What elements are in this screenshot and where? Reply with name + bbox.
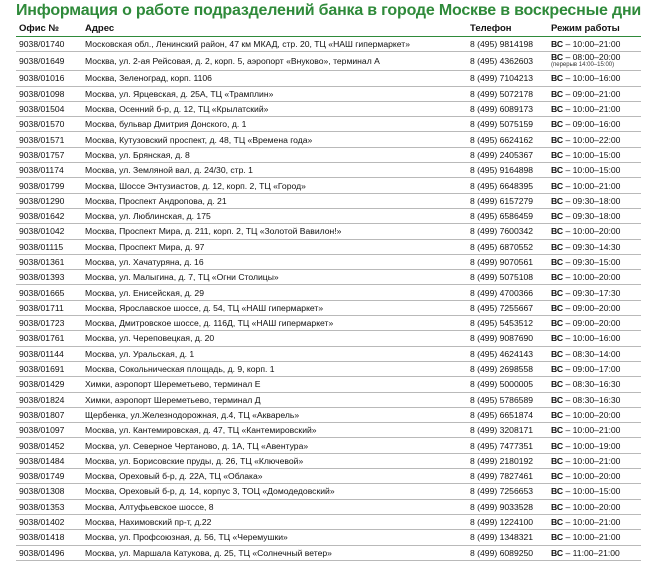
schedule-hours: – 10:00–15:00: [563, 149, 621, 160]
table-row: [16, 86, 641, 101]
office-address: Москва, ул. Малыгина, д. 7, ТЦ «Огни Столицы»: [82, 270, 467, 285]
schedule-day: ВС: [551, 73, 564, 84]
office-number: 9038/01452: [16, 438, 82, 453]
schedule-day: ВС: [551, 302, 564, 313]
schedule-day: ВС: [551, 517, 564, 528]
office-address: Москва, ул. Уральская, д. 1: [82, 346, 467, 361]
schedule-hours: – 09:00–16:00: [563, 119, 621, 130]
office-phone: 8 (495) 4624143: [467, 346, 548, 361]
table-row: [16, 224, 641, 239]
office-phone: 8 (499) 7256653: [467, 484, 548, 499]
table-row: [16, 208, 641, 223]
office-phone: 8 (499) 7827461: [467, 469, 548, 484]
office-number: 9038/01353: [16, 499, 82, 514]
table-row: [16, 407, 641, 422]
office-number: 9038/01649: [16, 52, 82, 71]
table-row: [16, 453, 641, 468]
office-address: Москва, ул. Енисейская, д. 29: [82, 285, 467, 300]
office-phone: 8 (499) 6157279: [467, 193, 548, 208]
office-phone: 8 (499) 4700366: [467, 285, 548, 300]
schedule-hours: – 10:00–21:00: [563, 425, 621, 436]
table-row: [16, 147, 641, 162]
schedule-day: ВС: [551, 333, 564, 344]
table-row: [16, 469, 641, 484]
schedule-hours: – 11:00–21:00: [563, 547, 620, 558]
schedule-day: ВС: [551, 195, 564, 206]
office-schedule: [548, 346, 641, 361]
office-phone: 8 (499) 9087690: [467, 331, 548, 346]
schedule-hours: – 09:30–18:00: [563, 211, 621, 222]
office-number: 9038/01308: [16, 484, 82, 499]
office-number: 9038/01570: [16, 117, 82, 132]
schedule-day: ВС: [551, 471, 564, 482]
office-number: 9038/01484: [16, 453, 82, 468]
office-phone: 8 (499) 3208171: [467, 423, 548, 438]
office-phone: 8 (495) 9814198: [467, 37, 548, 52]
schedule-hours: – 10:00–21:00: [563, 39, 621, 50]
office-schedule: [548, 499, 641, 514]
table-row: [16, 438, 641, 453]
table-row: [16, 392, 641, 407]
office-address: Москва, Дмитровское шоссе, д. 116Д, ТЦ «НАШ гипермаркет»: [82, 316, 467, 331]
office-number: 9038/01504: [16, 101, 82, 116]
office-phone: 8 (499) 6089173: [467, 101, 548, 116]
schedule-hours: – 08:30–16:30: [563, 379, 621, 390]
schedule-hours: – 10:00–16:00: [563, 333, 621, 344]
office-schedule: [548, 239, 641, 254]
office-phone: 8 (499) 2180192: [467, 453, 548, 468]
office-schedule: [548, 224, 641, 239]
table-row: [16, 346, 641, 361]
office-schedule: [548, 300, 641, 315]
office-address: Москва, Проспект Мира, д. 211, корп. 2, ТЦ «Золотой Вавилон!»: [82, 224, 467, 239]
office-schedule: [548, 147, 641, 162]
schedule-day: ВС: [551, 409, 564, 420]
office-phone: 8 (499) 5075159: [467, 117, 548, 132]
office-number: 9038/01824: [16, 392, 82, 407]
office-phone: 8 (495) 7255667: [467, 300, 548, 315]
office-address: Москва, Нахимовский пр-т, д.22: [82, 514, 467, 529]
office-address: Москва, ул. Хачатуряна, д. 16: [82, 254, 467, 269]
table-row: [16, 37, 641, 52]
office-address: Москва, Ярославское шоссе, д. 54, ТЦ «НАШ гипермаркет»: [82, 300, 467, 315]
table-row: [16, 254, 641, 269]
schedule-hours: – 10:00–19:00: [563, 440, 621, 451]
office-schedule: [548, 208, 641, 223]
office-schedule: [548, 453, 641, 468]
office-number: 9038/01642: [16, 208, 82, 223]
office-phone: 8 (495) 6586459: [467, 208, 548, 223]
schedule-day: ВС: [551, 287, 564, 298]
office-schedule: [548, 514, 641, 529]
schedule-hours: – 09:00–17:00: [563, 364, 621, 375]
schedule-day: ВС: [551, 104, 564, 115]
table-body: [16, 37, 641, 561]
schedule-day: ВС: [551, 364, 564, 375]
office-address: Москва, Проспект Мира, д. 97: [82, 239, 467, 254]
office-phone: 8 (499) 9033528: [467, 499, 548, 514]
schedule-day: ВС: [551, 532, 564, 543]
schedule-hours: – 10:00–20:00: [563, 272, 621, 283]
office-schedule: [548, 178, 641, 193]
schedule-day: ВС: [551, 211, 564, 222]
office-phone: 8 (495) 6870552: [467, 239, 548, 254]
table-row: [16, 52, 641, 71]
office-schedule: [548, 117, 641, 132]
schedule-day: ВС: [551, 379, 564, 390]
office-number: 9038/01799: [16, 178, 82, 193]
schedule-hours: – 09:30–18:00: [563, 195, 621, 206]
office-address: Московская обл., Ленинский район, 47 км МКАД, стр. 20, ТЦ «НАШ гипермаркет»: [82, 37, 467, 52]
schedule-day: ВС: [551, 241, 564, 252]
office-number: 9038/01571: [16, 132, 82, 147]
schedule-day: ВС: [551, 165, 564, 176]
table-row: [16, 193, 641, 208]
office-schedule: [548, 285, 641, 300]
office-address: Москва, Алтуфьевское шоссе, 8: [82, 499, 467, 514]
table-row: [16, 117, 641, 132]
office-address: Москва, ул. Борисовские пруды, д. 26, ТЦ «Ключевой»: [82, 453, 467, 468]
schedule-hours: – 09:00–20:00: [563, 318, 621, 329]
office-schedule: [548, 163, 641, 178]
schedule-break-note: (перерыв 14:00–15:00): [551, 62, 615, 69]
schedule-hours: – 09:30–17:30: [563, 287, 621, 298]
office-number: 9038/01418: [16, 530, 82, 545]
schedule-hours: – 10:00–21:00: [563, 532, 621, 543]
office-address: Химки, аэропорт Шереметьево, терминал Д: [82, 392, 467, 407]
schedule-day: ВС: [551, 226, 564, 237]
schedule-hours: – 10:00–22:00: [563, 134, 621, 145]
table-row: [16, 545, 641, 560]
schedule-hours: – 10:00–15:00: [563, 486, 621, 497]
office-phone: 8 (499) 9070561: [467, 254, 548, 269]
office-schedule: [548, 331, 641, 346]
office-number: 9038/01723: [16, 316, 82, 331]
office-phone: 8 (495) 6651874: [467, 407, 548, 422]
office-address: Москва, бульвар Дмитрия Донского, д. 1: [82, 117, 467, 132]
office-phone: 8 (499) 2698558: [467, 361, 548, 376]
schedule-hours: – 10:00–20:00: [563, 471, 621, 482]
schedule-day: ВС: [551, 180, 564, 191]
column-header-office: Офис №: [16, 21, 82, 37]
schedule-hours: – 09:00–21:00: [563, 88, 621, 99]
table-row: [16, 71, 641, 86]
table-row: [16, 377, 641, 392]
schedule-hours: – 09:30–15:00: [563, 257, 621, 267]
schedule-day: ВС: [551, 425, 564, 436]
office-schedule: [548, 377, 641, 392]
schedule-hours: – 10:00–16:00: [563, 73, 621, 84]
office-number: 9038/01393: [16, 270, 82, 285]
office-address: Москва, ул. Маршала Катукова, д. 25, ТЦ «Солнечный ветер»: [82, 545, 467, 560]
office-schedule: [548, 52, 641, 71]
office-number: 9038/01740: [16, 37, 82, 52]
office-schedule: [548, 545, 641, 560]
office-phone: 8 (499) 1348321: [467, 530, 548, 545]
office-phone: 8 (499) 2405367: [467, 147, 548, 162]
schedule-day: ВС: [551, 486, 564, 497]
offices-table: [16, 21, 641, 561]
schedule-day: ВС: [551, 318, 564, 329]
office-number: 9038/01144: [16, 346, 82, 361]
office-address: Москва, ул. 2-ая Рейсовая, д. 2, корп. 5, аэропорт «Внуково», терминал А: [82, 52, 467, 71]
office-number: 9038/01691: [16, 361, 82, 376]
table-row: [16, 285, 641, 300]
office-schedule: [548, 193, 641, 208]
office-schedule: [548, 469, 641, 484]
schedule-day: ВС: [551, 272, 564, 283]
office-schedule: [548, 254, 641, 269]
office-number: 9038/01097: [16, 423, 82, 438]
schedule-day: ВС: [551, 257, 564, 267]
table-row: [16, 163, 641, 178]
office-address: Щербенка, ул.Железнодорожная, д.4, ТЦ «Акварель»: [82, 407, 467, 422]
office-address: Москва, Зеленоград, корп. 1106: [82, 71, 467, 86]
schedule-hours: – 09:00–20:00: [563, 302, 621, 313]
schedule-day: ВС: [551, 39, 564, 50]
office-number: 9038/01042: [16, 224, 82, 239]
office-number: 9038/01749: [16, 469, 82, 484]
schedule-hours: – 08:00–20:00: [563, 52, 621, 63]
schedule-hours: – 09:30–14:30: [563, 241, 621, 252]
schedule-day: ВС: [551, 52, 564, 63]
table-row: [16, 423, 641, 438]
office-number: 9038/01115: [16, 239, 82, 254]
office-schedule: [548, 101, 641, 116]
schedule-hours: – 10:00–20:00: [563, 409, 621, 420]
office-phone: 8 (495) 5786589: [467, 392, 548, 407]
table-row: [16, 484, 641, 499]
table-row: [16, 514, 641, 529]
schedule-hours: – 08:30–14:00: [563, 348, 621, 359]
schedule-hours: – 10:00–21:00: [563, 180, 621, 191]
schedule-day: ВС: [551, 88, 564, 99]
office-address: Москва, Кутузовский проспект, д. 48, ТЦ «Времена года»: [82, 132, 467, 147]
office-phone: 8 (495) 6624162: [467, 132, 548, 147]
office-address: Москва, Шоссе Энтузиастов, д. 12, корп. 2, ТЦ «Город»: [82, 178, 467, 193]
office-number: 9038/01429: [16, 377, 82, 392]
office-address: Москва, Проспект Андропова, д. 21: [82, 193, 467, 208]
table-row: [16, 101, 641, 116]
office-number: 9038/01361: [16, 254, 82, 269]
office-phone: 8 (499) 1224100: [467, 514, 548, 529]
office-schedule: [548, 438, 641, 453]
office-number: 9038/01496: [16, 545, 82, 560]
office-schedule: [548, 484, 641, 499]
office-phone: 8 (499) 7600342: [467, 224, 548, 239]
schedule-hours: – 10:00–15:00: [563, 165, 621, 176]
office-address: Москва, ул. Череповецкая, д. 20: [82, 331, 467, 346]
office-address: Москва, ул. Земляной вал, д. 24/30, стр. 1: [82, 163, 467, 178]
office-phone: 8 (499) 7104213: [467, 71, 548, 86]
office-phone: 8 (499) 5075108: [467, 270, 548, 285]
schedule-day: ВС: [551, 547, 564, 558]
schedule-day: ВС: [551, 149, 564, 160]
table-row: [16, 331, 641, 346]
schedule-hours: – 10:00–21:00: [563, 517, 621, 528]
schedule-hours: – 10:00–20:00: [563, 501, 621, 512]
office-schedule: [548, 132, 641, 147]
table-row: [16, 270, 641, 285]
table-row: [16, 530, 641, 545]
office-address: Москва, ул. Профсоюзная, д. 56, ТЦ «Черемушки»: [82, 530, 467, 545]
office-number: 9038/01761: [16, 331, 82, 346]
schedule-day: ВС: [551, 134, 564, 145]
office-schedule: [548, 407, 641, 422]
office-number: 9038/01711: [16, 300, 82, 315]
schedule-hours: – 10:00–20:00: [563, 226, 621, 237]
office-address: Москва, ул. Брянская, д. 8: [82, 147, 467, 162]
office-number: 9038/01665: [16, 285, 82, 300]
office-schedule: [548, 71, 641, 86]
table-row: [16, 361, 641, 376]
schedule-day: ВС: [551, 501, 564, 512]
schedule-day: ВС: [551, 455, 564, 466]
office-number: 9038/01757: [16, 147, 82, 162]
office-number: 9038/01290: [16, 193, 82, 208]
office-schedule: [548, 423, 641, 438]
office-address: Москва, Ореховый б-р, д. 22А, ТЦ «Облака»: [82, 469, 467, 484]
office-number: 9038/01807: [16, 407, 82, 422]
office-schedule: [548, 37, 641, 52]
office-number: 9038/01174: [16, 163, 82, 178]
office-schedule: [548, 316, 641, 331]
schedule-hours: – 10:00–21:00: [563, 104, 621, 115]
office-phone: 8 (495) 4362603: [467, 52, 548, 71]
column-header-address: Адрес: [82, 21, 467, 37]
office-schedule: [548, 270, 641, 285]
schedule-hours: – 10:00–21:00: [563, 455, 621, 466]
office-address: Москва, ул. Ярцевская, д. 25А, ТЦ «Трамплин»: [82, 86, 467, 101]
schedule-day: ВС: [551, 348, 564, 359]
table-row: [16, 178, 641, 193]
office-phone: 8 (499) 5072178: [467, 86, 548, 101]
office-address: Химки, аэропорт Шереметьево, терминал Е: [82, 377, 467, 392]
office-address: Москва, Ореховый б-р, д. 14, корпус 3, ТОЦ «Домодедовский»: [82, 484, 467, 499]
office-address: Москва, ул. Северное Чертаново, д. 1А, ТЦ «Авентура»: [82, 438, 467, 453]
table-header-row: [16, 21, 641, 37]
office-phone: 8 (499) 5000005: [467, 377, 548, 392]
schedule-day: ВС: [551, 394, 564, 405]
schedule-hours: – 08:30–16:30: [563, 394, 621, 405]
office-phone: 8 (495) 7477351: [467, 438, 548, 453]
schedule-day: ВС: [551, 440, 564, 451]
column-header-schedule: Режим работы: [548, 21, 641, 37]
office-phone: 8 (495) 5453512: [467, 316, 548, 331]
office-number: 9038/01016: [16, 71, 82, 86]
office-phone: 8 (495) 6648395: [467, 178, 548, 193]
table-row: [16, 316, 641, 331]
office-address: Москва, Сокольническая площадь, д. 9, корп. 1: [82, 361, 467, 376]
office-schedule: [548, 530, 641, 545]
office-phone: 8 (499) 6089250: [467, 545, 548, 560]
office-schedule: [548, 392, 641, 407]
office-address: Москва, ул. Кантемировская, д. 47, ТЦ «Кантемировский»: [82, 423, 467, 438]
table-row: [16, 499, 641, 514]
schedule-day: ВС: [551, 119, 564, 130]
office-schedule: [548, 361, 641, 376]
office-schedule: [548, 86, 641, 101]
table-row: [16, 132, 641, 147]
table-row: [16, 300, 641, 315]
office-number: 9038/01098: [16, 86, 82, 101]
column-header-phone: Телефон: [467, 21, 548, 37]
office-address: Москва, Осенний б-р, д. 12, ТЦ «Крылатский»: [82, 101, 467, 116]
office-number: 9038/01402: [16, 514, 82, 529]
office-phone: 8 (495) 9164898: [467, 163, 548, 178]
page-title: Информация о работе подразделений банка в городе Москве в воскресные дни: [16, 2, 642, 19]
table-row: [16, 239, 641, 254]
office-address: Москва, ул. Люблинская, д. 175: [82, 208, 467, 223]
